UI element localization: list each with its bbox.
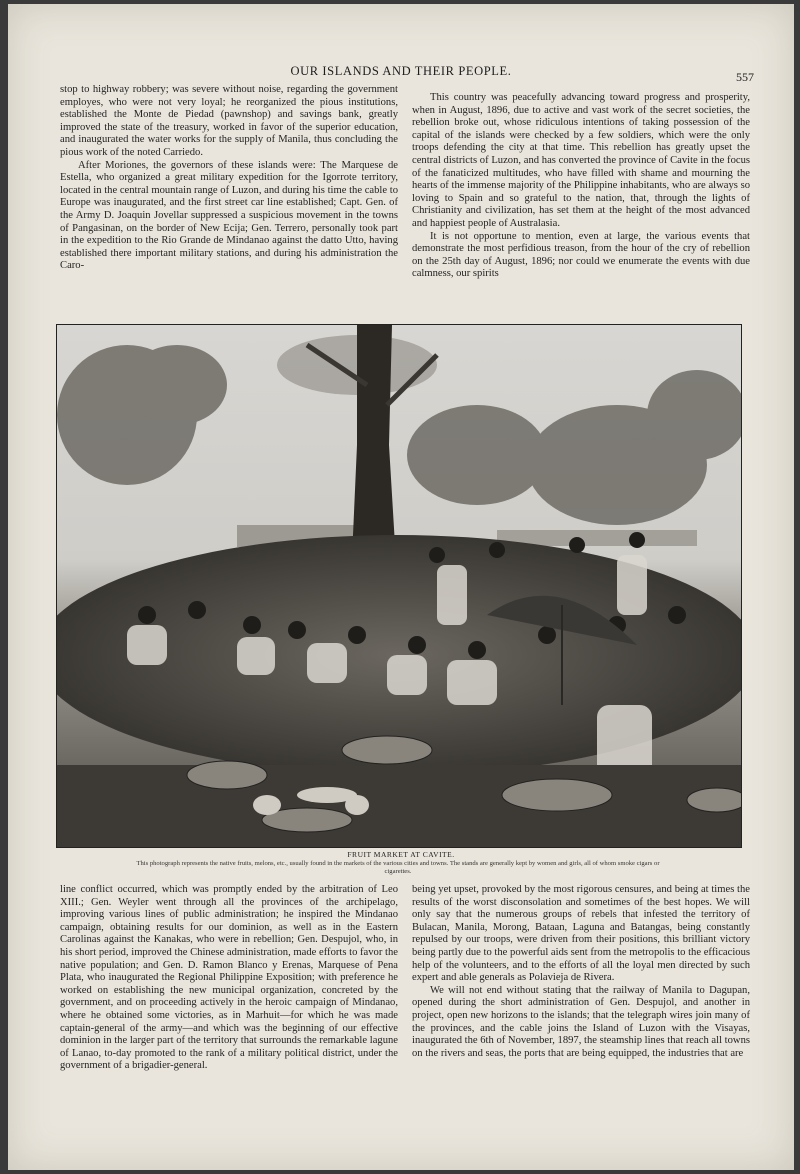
figure-caption: This photograph represents the native fruits, melons, etc., usually found in the markets of the various cities and towns. The stands are generally kept by women and girls, all of whom smoke cigars or cigarettes. bbox=[136, 860, 660, 875]
paragraph: This country was peacefully advancing toward progress and prosperity, when in August, 1896, due to active and vast work of the secret societies, the rebellion broke out, whose ridiculous intentions of taking possession of the capital of the islands were checked by a few soldiers, which were the only troops defending the city at that time. This rebellion has greatly upset the central districts of Luzon, and has converted the province of Cavite in the focus of the fanaticized multitudes, who have filled with shame and mourning the hearts of the immense majority of the Philippine inhabitants, who are always so loving to Spain and so grateful to the nation, that, through the lights of Christianity and civilization, has set them at the height of the most advanced and happiest people of Australasia. bbox=[412, 92, 750, 229]
paragraph: stop to highway robbery; was severe without noise, regarding the government employes, who were not very loyal; he reorganized the pious institutions, established the Monte de Piedad (pawnshop) and savings bank, greatly improved the state of the treasury, worked in favor of the superior education, and inaugurated the water works for the supply of Manila, thus concluding the pious work of the noted Carriedo. bbox=[60, 84, 398, 158]
paragraph: line conflict occurred, which was promptly ended by the arbitration of Leo XIII.; Gen. Weyler went through all the provinces of the archipelago, improving various lines of public administration; he inspired the Mindanao campaign, obtaining results for our dominion, as well as in the Eastern Carolinas against the Kanakas, who were in rebellion; Gen. Despujol, who, in his short period, improved the Chinese administration, made efforts to favor the native population; and Gen. D. Ramon Blanco y Erenas, Marquese of Pena Plata, who inaugurated the Regional Philippine Exposition; with preference he worked on establishing the new municipal organization, concreted by the government, and on proceeding actively in the heroic campaign of Mindanao, where he obtained some victories, as in Marhuit—for which he was made captain-general of the army—and which was the beginning of our effective dominion in the larger part of the territory that surrounds the remarkable lagune of Lanao, to-day promoted to the rank of a military political district, under the government of a brigadier-general. bbox=[60, 884, 398, 1072]
bottom-left-column bbox=[60, 884, 398, 1073]
paragraph: It is not opportune to mention, even at large, the various events that demonstrate the most perfidious treason, from the hour of the cry of rebellion on the 25th day of August, 1896; nor could we enumerate the events with due calmness, our spirits bbox=[412, 230, 750, 280]
bottom-right-column bbox=[412, 884, 750, 1060]
top-right-column bbox=[412, 92, 750, 281]
book-page bbox=[8, 4, 794, 1170]
paragraph: After Moriones, the governors of these islands were: The Marquese de Estella, who organized a great military expedition for the Igorrote territory, located in the central mountain range of Luzon, and during his time the cable to Europe was inaugurated, and the first street car line established; Capt. Gen. of the Army D. Joaquin Jovellar suppressed a suspicious movement in the towns of Pangasinan, on the border of New Ecija; Gen. Terrero, personally took part in the expedition to the Rio Grande de Mindanao against the datto Utto, having established there important military stations, and during his administration the Caro- bbox=[60, 159, 398, 272]
paragraph: We will not end without stating that the railway of Manila to Dagupan, opened during the short administration of Gen. Despujol, and another in project, open new horizons to the islands; that the telegraph wires join many of the provinces, and the cable joins the Island of Luzon with the Visayas, inaugurated the 6th of November, 1897, the steamship lines that reach all towns on the rivers and seas, the ports that are being equipped, the industries that are bbox=[412, 984, 750, 1059]
figure-title: FRUIT MARKET AT CAVITE. bbox=[347, 850, 455, 859]
paragraph: being yet upset, provoked by the most rigorous censures, and being at times the results of the worst disconsolation and sometimes of the best hopes. We will only say that the numerous groups of rebels that infested the territory of Bulacan, Manila, Morong, Bataan, Laguna and Batangas, being constantly repulsed by our troops, were driven from their positions, this brilliant victory being partly due to the powerful aids sent from the metropolis to the efficacious help of the volunteers, and to the efforts of all the loyal men directed by such expert and able generals as Polavieja de Rivera. bbox=[412, 884, 750, 984]
fruit-market-photograph bbox=[56, 324, 742, 848]
top-left-column bbox=[60, 84, 398, 273]
running-head: OUR ISLANDS AND THEIR PEOPLE. bbox=[290, 64, 512, 78]
page-number: 557 bbox=[736, 70, 754, 84]
